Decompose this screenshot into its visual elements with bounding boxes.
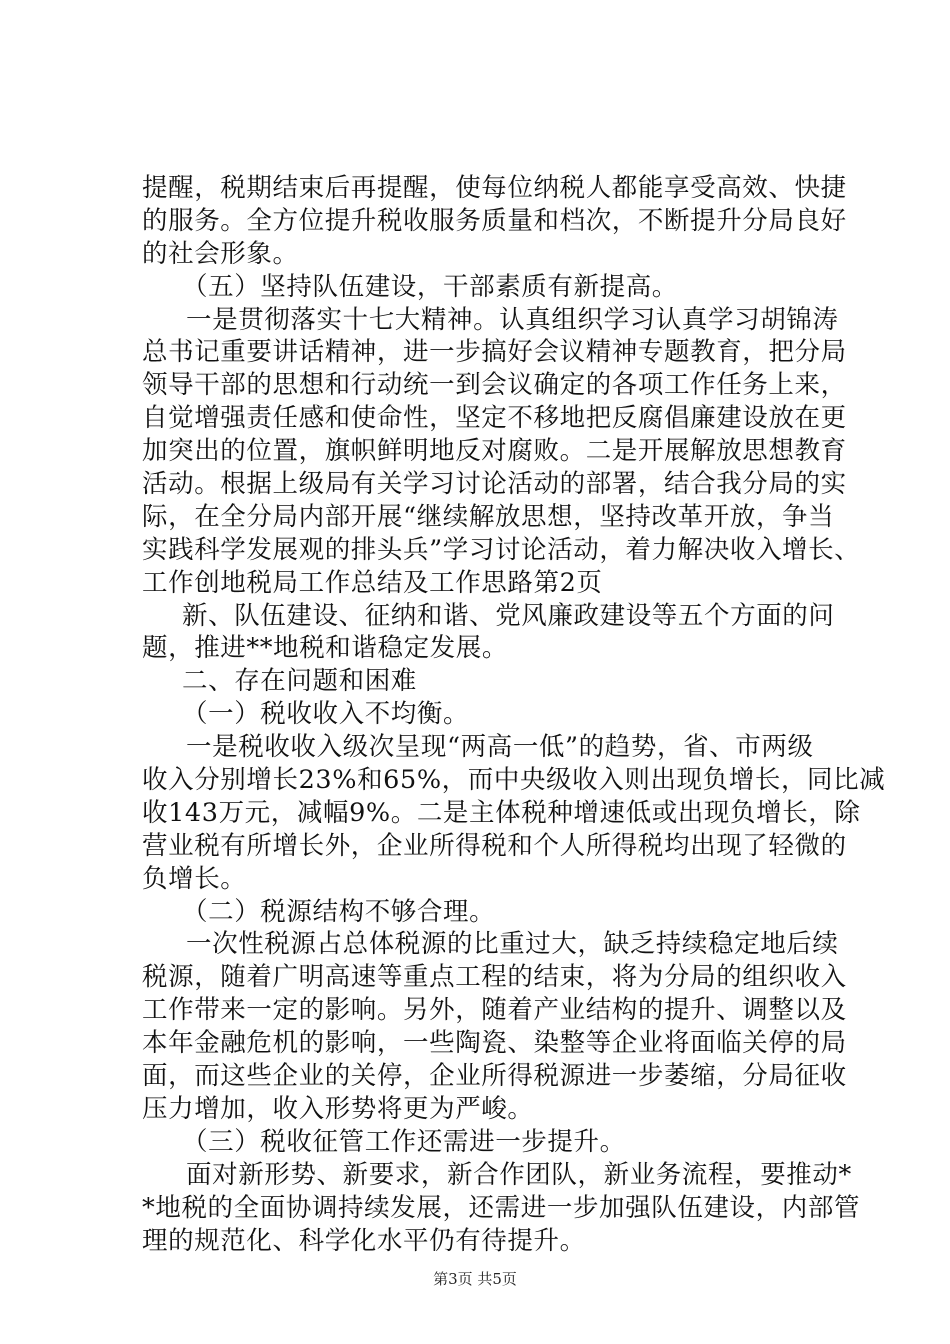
text-line: 的服务。全方位提升税收服务质量和档次，不断提升分局良好 — [142, 205, 847, 236]
text-line: 压力增加，收入形势将更为严峻。 — [142, 1093, 534, 1124]
text-line: 总书记重要讲话精神，进一步搞好会议精神专题教育，把分局 — [142, 337, 847, 368]
page-footer: 第3页 共5页 — [433, 1270, 517, 1288]
section-heading: （一）税收收入不均衡。 — [182, 699, 470, 730]
text-line: 工作创地税局工作总结及工作思路第2页 — [142, 567, 603, 598]
text-line: 收入分别增长23%和65%，而中央级收入则出现负增长，同比减 — [142, 765, 886, 796]
text-line: 自觉增强责任感和使命性，坚定不移地把反腐倡廉建设放在更 — [142, 403, 847, 434]
text-line: 新、队伍建设、征纳和谐、党风廉政建设等五个方面的问 — [182, 600, 835, 631]
text-line: 负增长。 — [142, 863, 247, 894]
text-line: 提醒，税期结束后再提醒，使每位纳税人都能享受高效、快捷 — [142, 173, 847, 203]
text-line: 领导干部的思想和行动统一到会议确定的各项工作任务上来， — [142, 370, 847, 401]
body-text — [142, 172, 886, 1257]
text-line: 实践科学发展观的排头兵”学习讨论活动，着力解决收入增长、 — [142, 534, 861, 565]
text-line: 面，而这些企业的关停，企业所得税源进一步萎缩，分局征收 — [142, 1061, 847, 1092]
text-line: 加突出的位置，旗帜鲜明地反对腐败。二是开展解放思想教育 — [142, 436, 847, 467]
text-line: 际，在全分局内部开展“继续解放思想，坚持改革开放，争当 — [142, 501, 835, 532]
text-line: 一次性税源占总体税源的比重过大，缺乏持续稳定地后续 — [186, 929, 839, 960]
section-heading: （三）税收征管工作还需进一步提升。 — [182, 1126, 626, 1157]
text-line: 收143万元，减幅9%。二是主体税种增速低或出现负增长，除 — [142, 797, 861, 828]
section-heading: （二）税源结构不够合理。 — [182, 896, 496, 927]
text-line: 一是贯彻落实十七大精神。认真组织学习认真学习胡锦涛 — [186, 304, 839, 335]
text-line: 营业税有所增长外，企业所得税和个人所得税均出现了轻微的 — [142, 830, 847, 861]
text-line: 理的规范化、科学化水平仍有待提升。 — [142, 1225, 586, 1256]
text-line: *地税的全面协调持续发展，还需进一步加强队伍建设，内部管 — [142, 1192, 861, 1223]
text-line: 工作带来一定的影响。另外，随着产业结构的提升、调整以及 — [142, 995, 847, 1026]
text-line: 面对新形势、新要求，新合作团队，新业务流程，要推动* — [186, 1159, 852, 1190]
text-line: 本年金融危机的影响，一些陶瓷、染整等企业将面临关停的局 — [142, 1028, 847, 1059]
text-line: 活动。根据上级局有关学习讨论活动的部署，结合我分局的实 — [142, 469, 847, 500]
text-line: 的社会形象。 — [142, 238, 299, 269]
section-heading: 二、存在问题和困难 — [182, 666, 417, 697]
text-line: 税源，随着广明高速等重点工程的结束，将为分局的组织收入 — [142, 962, 847, 993]
section-heading: （五）坚持队伍建设，干部素质有新提高。 — [182, 271, 678, 302]
text-line: 题，推进**地税和谐稳定发展。 — [142, 633, 509, 664]
text-line: 一是税收收入级次呈现“两高一低”的趋势，省、市两级 — [186, 732, 814, 763]
